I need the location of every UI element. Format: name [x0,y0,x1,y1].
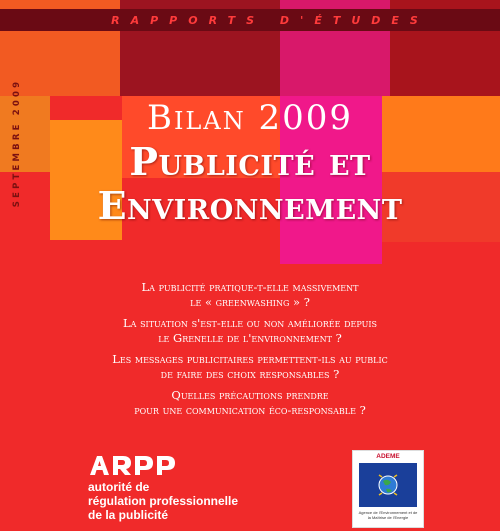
side-date-strip [8,38,26,248]
top-band [0,9,500,31]
question-line: pour une communication éco-responsable ? [134,403,366,417]
title-year: Bilan 2009 [146,98,354,138]
arpp-line: régulation professionnelle [88,494,239,508]
arpp-line: de la publicité [88,508,169,522]
question-line: La situation s'est-elle ou non améliorée depuis [123,316,377,330]
question-item [70,352,430,382]
question-line: Les messages publicitaires permettent-ils au public [112,352,388,366]
title-main-line2: Environnement [97,183,403,228]
title-main-line1: Publicité et [129,139,371,184]
ademe-emblem [359,463,417,507]
question-item [70,388,430,418]
questions-list [70,280,430,424]
question-line: de faire des choix responsables ? [160,367,340,381]
ademe-caption: Agence de l'Environnement et de la Maîtrise de l'Energie [358,510,418,520]
title-block [50,96,450,228]
question-line: le Grenelle de l'environnement ? [158,331,342,345]
side-date-label: SEPTEMBRE 2009 [12,78,22,208]
ademe-logo [352,450,424,528]
arpp-name [88,480,308,522]
question-line: le « greenwashing » ? [190,295,310,309]
question-item [70,280,430,310]
question-item [70,316,430,346]
arpp-logo [88,454,180,476]
question-line: La publicité pratique-t-elle massivement [141,280,359,294]
globe-icon [359,463,417,507]
arpp-line: autorité de [88,480,150,494]
question-line: Quelles précautions prendre [171,388,329,402]
ademe-name: ADEME [376,452,400,460]
top-band-label: RAPPORTS D'ÉTUDES [111,13,429,27]
